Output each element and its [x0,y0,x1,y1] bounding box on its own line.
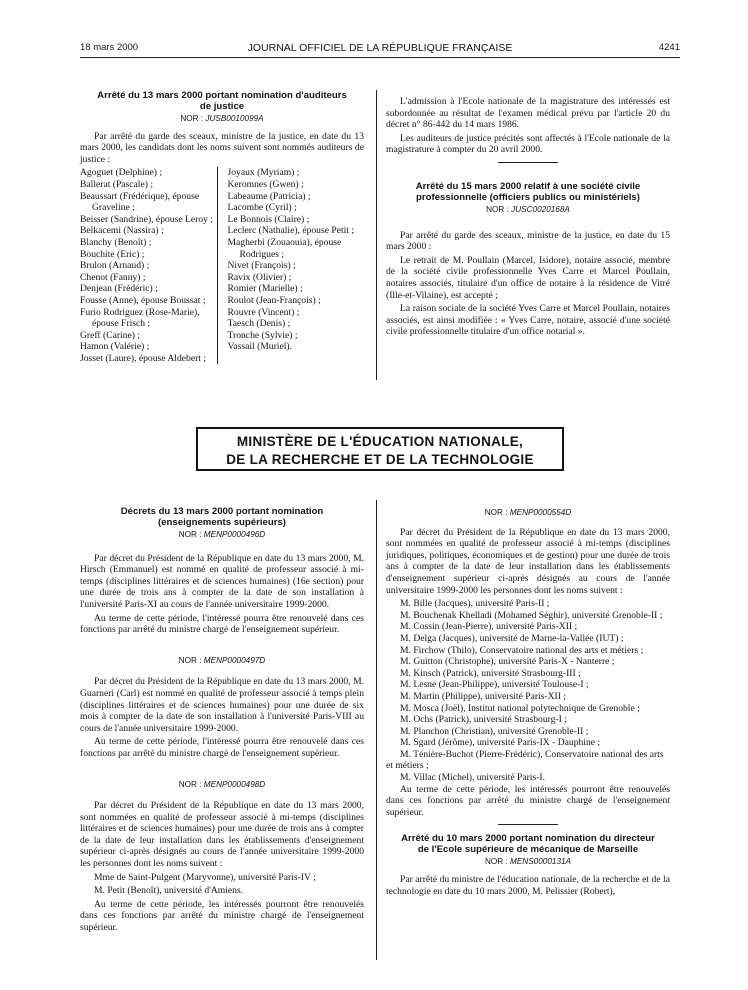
list-item: Joyaux (Myriam) ; [227,167,300,179]
list-item: M. Villac (Michel), université Paris-I. [400,772,545,784]
separator-rule [498,824,558,825]
bottom-right-column [386,506,670,899]
header-rule [80,57,680,58]
list-item: Brulon (Arnaud) ; [80,260,150,272]
paragraph: Au terme de cette période, l'intéressé pourra être renouvelé dans ces fonctions par arrêté du ministre chargé de l'enseignement supérieur. [80,612,364,636]
nor-reference: NOR : MENP0000497D [178,655,266,665]
list-item: Labeaume (Patricia) ; [227,190,311,202]
name-list-right [217,167,365,364]
list-item: Josset (Laure), épouse Aldebert ; [80,352,207,364]
issue-date: 18 mars 2000 [80,42,139,53]
list-item: Agoguet (Delphine) ; [80,167,163,179]
list-item: Leclerc (Nathalie), épouse Petit ; [227,225,355,237]
paragraph: Au terme de cette période, l'intéressé pourra être renouvelé dans ces fonctions par arrêté du ministre chargé de l'enseignement supérieur. [80,736,364,759]
paragraph: L'admission à l'Ecole nationale de la magistrature des intéressés est subordonnée au résultat de l'examen médical prévu par l'article 20 du décret n° 86-442 du 14 mars 1986. [386,96,670,131]
list-item: Lacombe (Cyril) ; [227,202,297,214]
list-item: M. Planchon (Christian), université Grenoble-II ; [400,725,589,737]
list-item: M. Martin (Philippe), université Paris-XII ; [400,690,566,702]
list-item: Ravix (Olivier) ; [227,271,292,283]
list-item: M. Firchow (Thilo), Conservatoire national des arts et métiers ; [400,644,644,656]
paragraph: Par décret du Président de la République en date du 13 mars 2000, sont nommées en qualité de professeur associé à mi-temps (disciplines littéraires et de sciences humaines) pour une durée de trois ans à compter de la date de leur installation dans les établissements d'enseignement supérieur ci-après désignés au cours de l'année universitaire 1999-2000 les personnes dont les noms suivent : [80,800,364,870]
appointee-list [386,598,670,784]
list-item: M. Lesne (Jean-Philippe), université Toulouse-I ; [400,679,589,691]
ministry-line-1: MINISTÈRE DE L'ÉDUCATION NATIONALE, [236,434,524,449]
list-item: Blanchy (Benoît) ; [80,236,152,248]
list-item: Beaussart (Frédérique), épouse Graveline ; [80,190,200,214]
paragraph: Les auditeurs de justice précités sont affectés à l'Ecole nationale de la magistrature à compter du 20 avril 2000. [386,132,670,156]
list-item: M. Ochs (Patrick), université Strasbourg-I ; [400,714,567,726]
ministry-line-2: DE LA RECHERCHE ET DE LA TECHNOLOGIE [226,452,534,467]
list-item: M. Mosca (Joël), Institut national polytechnique de Grenoble ; [400,702,640,714]
list-item: M. Ténière-Buchot (Pierre-Frédéric), Conservatoire national des arts et métiers ; [386,748,664,772]
list-item: Le Bonnois (Claire) ; [227,213,310,225]
list-item: Magherbi (Zouaouia), épouse Rodrigues ; [227,236,342,260]
list-item: Keromnes (Gwen) ; [227,178,304,190]
article-title: Arrêté du 13 mars 2000 portant nomination d'auditeurs de justice [97,90,347,112]
list-item: M. Delga (Jacques), université de Marne-la-Vallée (IUT) ; [400,632,624,644]
nor-reference: NOR : MENP0000498D [178,779,266,789]
list-item: Romier (Marielle) ; [227,283,303,295]
list-item: M. Bouchenak Khelladi (Mohamed Séghir), université Grenoble-II ; [400,609,663,621]
paragraph: Par décret du Président de la République en date du 13 mars 2000, sont nommées en qualité de professeur associé à mi-temps (disciplines juridiques, politiques, économiques et de gestion) pour une durée de trois ans à compter de la date de leur installation dans les établissements d'enseignement supérieur ci-après désignés au cours de l'année universitaire 1999-2000 les personnes dont les noms suivent : [386,526,670,596]
page-header [80,42,680,58]
paragraph: Par arrêté du ministre de l'éducation nationale, de la recherche et de la technologie en date du 10 mars 2000, M. Pelissier (Robert), [386,874,670,897]
paragraph: Au terme de cette période, les intéressés pourront être renouvelés dans ces fonctions par arrêté du ministre chargé de l'enseignement supérieur. [386,783,670,818]
list-item: Taesch (Denis) ; [227,318,291,330]
list-item: Greff (Carine) ; [80,329,141,341]
list-item: Fousse (Anne), épouse Boussat ; [80,294,206,306]
article-title: Décrets du 13 mars 2000 portant nomination (enseignements supérieurs) [120,506,324,528]
paragraph: Par arrêté du garde des sceaux, ministre de la justice, en date du 15 mars 2000 : [386,229,670,253]
journal-title: JOURNAL OFFICIEL DE LA RÉPUBLIQUE FRANÇAISE [247,42,513,54]
list-item: Denjean (Frédéric) ; [80,283,158,295]
list-item: Bouchite (Eric) ; [80,248,145,260]
list-item: Chenot (Fanny) ; [80,271,146,283]
list-item: Belkacemi (Nassira) ; [80,225,164,237]
list-item: Vassail (Muriel). [227,341,292,353]
list-item: Mme de Saint-Pulgent (Maryvonne), université Paris-IV ; [94,871,316,883]
nor-reference: NOR : MENP0000496D [178,530,266,539]
separator-rule [498,162,558,163]
name-list [80,167,364,364]
list-item: Hamon (Valérie) ; [80,341,150,353]
list-item: Furio Rodriguez (Rose-Marie), épouse Frisch ; [80,306,200,330]
nor-reference: NOR : JUSB0010099A [180,114,264,123]
list-item: Ballerat (Pascale) ; [80,178,153,190]
paragraph: Par décret du Président de la République en date du 13 mars 2000, M. Hirsch (Emmanuel) est nommé en qualité de professeur associé à mi-temps (disciplines littéraires et de sciences humaines) (16e section) pour une durée de trois ans à compter de la date de son installation à l'université Paris-XI au cours de l'année universitaire 1999-2000. [80,552,364,610]
paragraph: Le retrait de M. Poullain (Marcel, Isidore), notaire associé, membre de la société civile professionnelle Yves Carre et Marcel Poullain, notaires associés, titulaire d'un office de notaire à la résidence de Vitré (Ille-et-Vilaine), est accepté ; [386,254,670,301]
list-item: M. Guitton (Christophe), université Paris-X - Nanterre ; [400,656,615,668]
list-item: M. Cossin (Jean-Pierre), université Paris-XII ; [400,621,578,633]
nor-reference: NOR : MENS0000131A [484,857,572,867]
column-divider [376,90,377,380]
name-list-left [80,167,217,364]
nor-reference: NOR : MENP0000554D [484,508,572,517]
list-item: M. Sgard (Jérôme), université Paris-IX - Dauphine ; [400,737,601,749]
top-left-column [80,90,364,364]
list-item: Beisser (Sandrine), épouse Leroy ; [80,213,213,225]
list-item: Roulot (Jean-François) ; [227,294,321,306]
list-item: M. Bille (Jacques), université Paris-II ; [400,598,550,610]
page-number: 4241 [658,42,680,53]
nor-reference: NOR : JUSC0020168A [486,204,570,214]
column-divider [376,500,377,960]
list-item: M. Kinsch (Patrick), université Strasbourg-III ; [400,667,581,679]
list-item: M. Petit (Benoît), université d'Amiens. [94,885,244,897]
list-item: Rouvre (Vincent) ; [227,306,300,318]
list-item: Tronche (Sylvie) ; [227,329,298,341]
article-title: Arrêté du 10 mars 2000 portant nomination du directeur de l'Ecole supérieure de mécanique de Marseille [401,833,655,856]
bottom-left-column [80,506,364,936]
paragraph: Par décret du Président de la République en date du 13 mars 2000, M. Guarneri (Carl) est nommé en qualité de professeur associé à temps plein (disciplines littéraires et de sciences humaines) pour une durée de six mois à compter de la date de son installation à l'université Paris-VIII au cours de l'année universitaire 1999-2000. [80,676,364,734]
list-item: Nivet (François) ; [227,260,296,272]
paragraph: Par arrêté du garde des sceaux, ministre de la justice, en date du 13 mars 2000, les candidats dont les noms suivent sont nommés auditeurs de justice : [80,130,364,165]
paragraph: La raison sociale de la société Yves Carre et Marcel Poullain, notaires associés, est ainsi modifiée : « Yves Carre, notaire, associé d'une société civile professionnelle titulaire d'un office notarial ». [386,303,670,338]
top-right-column [386,96,670,340]
paragraph: Au terme de cette période, les intéressés pourront être renouvelés dans ces fonctions par arrêté du ministre chargé de l'enseignement supérieur. [80,898,364,934]
ministry-heading [196,427,564,471]
article-title: Arrêté du 15 mars 2000 relatif à une société civile professionnelle (officiers publics ou ministériels) [415,180,641,203]
